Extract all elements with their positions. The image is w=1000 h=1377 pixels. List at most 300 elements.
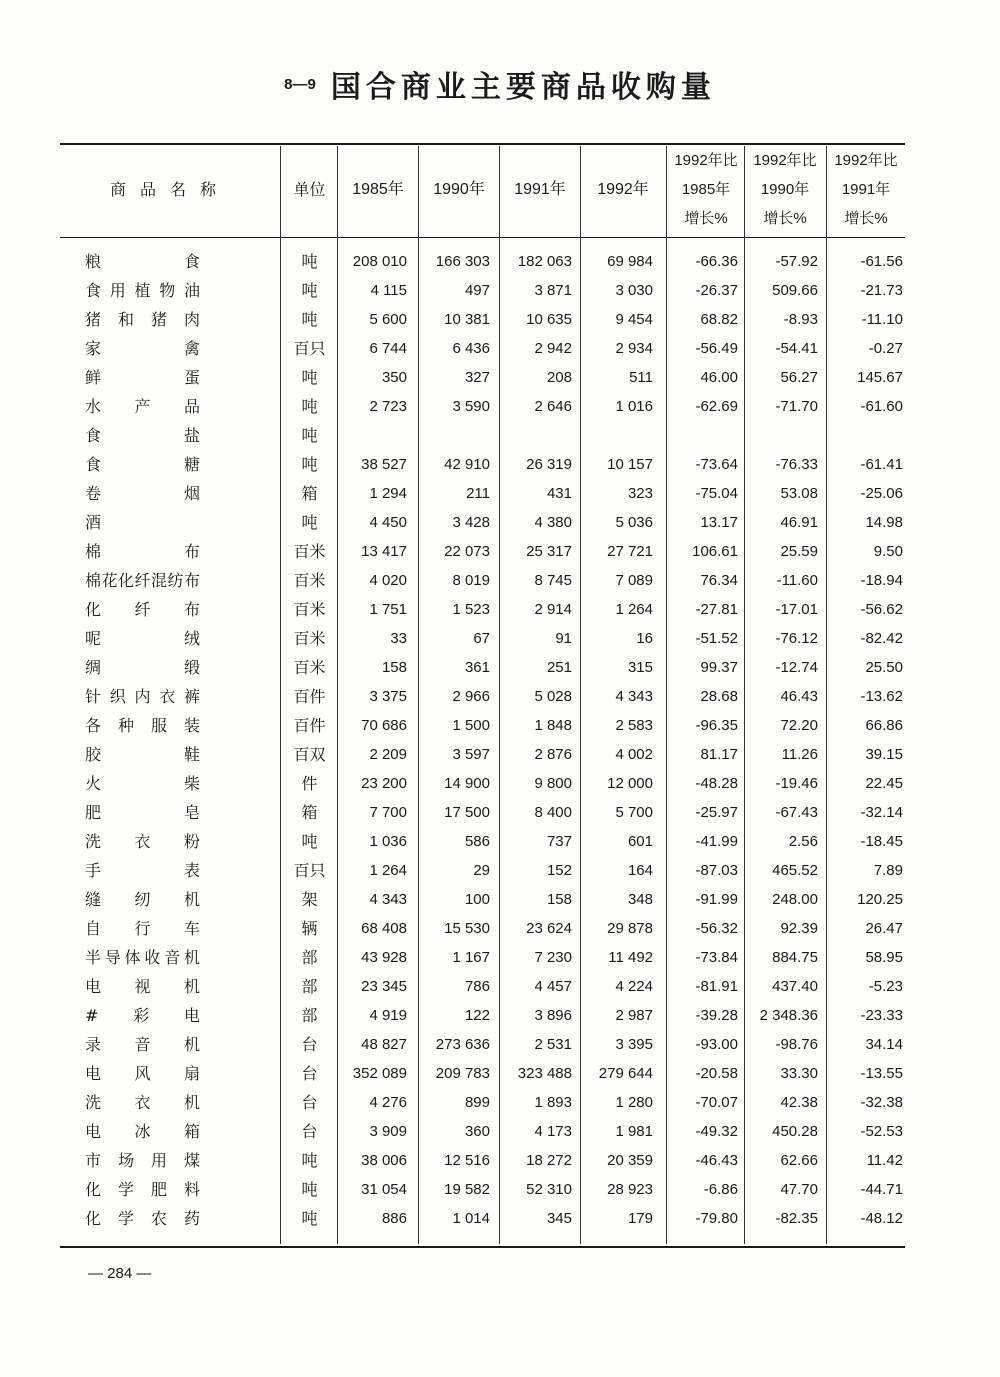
growth-cell: -73.64 [695, 456, 738, 473]
unit-cell: 吨 [301, 513, 318, 532]
commodity-name: 市场用煤 [85, 1151, 200, 1170]
volume-cell: 786 [464, 978, 490, 995]
volume-cell: 4 276 [369, 1094, 407, 1111]
table-row [60, 914, 905, 943]
growth-cell: 46.91 [780, 514, 818, 531]
volume-cell: 348 [627, 891, 653, 908]
table-row [60, 595, 905, 624]
table-row [60, 1146, 905, 1175]
table-row [60, 566, 905, 595]
volume-cell: 1 751 [369, 601, 407, 618]
volume-cell: 315 [627, 659, 653, 676]
unit-cell: 吨 [301, 281, 318, 300]
volume-cell: 209 783 [435, 1065, 490, 1082]
growth-cell: -8.93 [783, 311, 818, 328]
unit-cell: 百米 [293, 571, 326, 590]
unit-cell: 吨 [301, 368, 318, 387]
volume-cell: 431 [546, 485, 572, 502]
commodity-name: 猪和猪肉 [85, 310, 200, 329]
growth-cell: -70.07 [695, 1094, 738, 1111]
commodity-name: 粮食 [85, 252, 200, 271]
volume-cell: 69 984 [607, 253, 653, 270]
table-row [60, 450, 905, 479]
growth-cell: -25.06 [860, 485, 903, 502]
volume-cell: 3 428 [452, 514, 490, 531]
volume-cell: 273 636 [435, 1036, 490, 1053]
volume-cell: 7 089 [615, 572, 653, 589]
volume-cell: 1 523 [452, 601, 490, 618]
commodity-name: 火柴 [85, 774, 200, 793]
table-row [60, 1117, 905, 1146]
growth-cell: 42.38 [780, 1094, 818, 1111]
volume-cell: 91 [555, 630, 572, 647]
commodity-name: 手表 [85, 861, 200, 880]
volume-cell: 2 942 [534, 340, 572, 357]
commodity-name: 家禽 [85, 339, 200, 358]
growth-cell: 509.66 [772, 282, 818, 299]
commodity-name: 自行车 [85, 919, 200, 938]
volume-cell: 4 457 [534, 978, 572, 995]
table-row [60, 1088, 905, 1117]
growth-cell: -21.73 [860, 282, 903, 299]
growth-cell: -61.41 [860, 456, 903, 473]
volume-cell: 38 006 [361, 1152, 407, 1169]
growth-cell: -82.35 [775, 1210, 818, 1227]
volume-cell: 5 028 [534, 688, 572, 705]
volume-cell: 43 928 [361, 949, 407, 966]
volume-cell: 2 966 [452, 688, 490, 705]
growth-cell: -91.99 [695, 891, 738, 908]
table-row [60, 392, 905, 421]
volume-cell: 5 600 [369, 311, 407, 328]
header-year: 1992年 [597, 181, 649, 198]
table-row [60, 421, 905, 450]
unit-cell: 吨 [301, 310, 318, 329]
unit-cell: 百件 [293, 716, 326, 735]
growth-cell: -19.46 [775, 775, 818, 792]
volume-cell: 3 395 [615, 1036, 653, 1053]
commodity-name: 各种服装 [85, 716, 200, 735]
volume-cell: 208 010 [352, 253, 407, 270]
page-title [0, 62, 1000, 106]
unit-cell: 吨 [301, 1180, 318, 1199]
volume-cell: 48 827 [361, 1036, 407, 1053]
growth-cell: -18.94 [860, 572, 903, 589]
volume-cell: 360 [464, 1123, 490, 1140]
volume-cell: 497 [464, 282, 490, 299]
volume-cell: 8 019 [452, 572, 490, 589]
volume-cell: 29 878 [607, 920, 653, 937]
unit-cell: 百件 [293, 687, 326, 706]
growth-cell: 72.20 [780, 717, 818, 734]
growth-cell: 25.59 [780, 543, 818, 560]
unit-cell: 百米 [293, 629, 326, 648]
commodity-name: 卷烟 [85, 484, 200, 503]
header-comparison-line: 1991年 [841, 181, 891, 198]
table-row [60, 1059, 905, 1088]
volume-cell: 601 [627, 833, 653, 850]
volume-cell: 1 848 [534, 717, 572, 734]
growth-cell: -82.42 [860, 630, 903, 647]
volume-cell: 511 [629, 369, 653, 386]
volume-cell: 586 [464, 833, 490, 850]
commodity-name: 食糖 [85, 455, 200, 474]
unit-cell: 吨 [301, 455, 318, 474]
volume-cell: 3 590 [452, 398, 490, 415]
growth-cell: 9.50 [873, 543, 903, 560]
growth-cell: 2 348.36 [759, 1007, 818, 1024]
table-row [60, 653, 905, 682]
volume-cell: 13 417 [361, 543, 407, 560]
volume-cell: 3 896 [534, 1007, 572, 1024]
volume-cell: 2 531 [534, 1036, 572, 1053]
table-row [60, 1001, 905, 1030]
growth-cell: -25.97 [695, 804, 738, 821]
commodity-name: 针织内衣裤 [85, 687, 200, 706]
volume-cell: 4 224 [615, 978, 653, 995]
commodity-name: 化学肥料 [85, 1180, 200, 1199]
volume-cell: 352 089 [352, 1065, 407, 1082]
table-row [60, 943, 905, 972]
unit-cell: 部 [301, 1006, 318, 1025]
volume-cell: 100 [464, 891, 490, 908]
table-row [60, 479, 905, 508]
volume-cell: 737 [546, 833, 572, 850]
growth-cell: -61.60 [860, 398, 903, 415]
commodity-name: 食用植物油 [85, 281, 200, 300]
volume-cell: 27 721 [607, 543, 653, 560]
volume-cell: 12 516 [444, 1152, 490, 1169]
commodity-name: 化学农药 [85, 1209, 200, 1228]
growth-cell: 46.43 [780, 688, 818, 705]
growth-cell: -62.69 [695, 398, 738, 415]
volume-cell: 158 [381, 659, 407, 676]
header-comparison-line: 1985年 [681, 181, 731, 198]
volume-cell: 323 488 [517, 1065, 572, 1082]
unit-cell: 部 [301, 977, 318, 996]
growth-cell: -26.37 [695, 282, 738, 299]
table-row [60, 305, 905, 334]
growth-cell: 13.17 [700, 514, 738, 531]
growth-cell: -57.92 [775, 253, 818, 270]
header-comparison [666, 146, 746, 233]
volume-cell: 9 454 [615, 311, 653, 328]
growth-cell: -48.28 [695, 775, 738, 792]
volume-cell: 29 [473, 862, 490, 879]
growth-cell: -5.23 [868, 978, 903, 995]
volume-cell: 361 [464, 659, 490, 676]
volume-cell: 8 745 [534, 572, 572, 589]
growth-cell: 33.30 [780, 1065, 818, 1082]
commodity-name: 肥皂 [85, 803, 200, 822]
growth-cell: -23.33 [860, 1007, 903, 1024]
table-row [60, 1204, 905, 1233]
growth-cell: -98.76 [775, 1036, 818, 1053]
volume-cell: 2 876 [534, 746, 572, 763]
table-row [60, 885, 905, 914]
volume-cell: 208 [546, 369, 572, 386]
volume-cell: 6 744 [369, 340, 407, 357]
growth-cell: -48.12 [860, 1210, 903, 1227]
growth-cell: 39.15 [865, 746, 903, 763]
volume-cell: 31 054 [361, 1181, 407, 1198]
volume-cell: 2 646 [534, 398, 572, 415]
header-year: 1985年 [352, 181, 404, 198]
volume-cell: 152 [546, 862, 572, 879]
commodity-name: 棉花化纤混纺布 [85, 571, 200, 590]
header-year: 1991年 [514, 181, 566, 198]
growth-cell: 120.25 [857, 891, 903, 908]
volume-cell: 2 209 [369, 746, 407, 763]
commodity-name: 录音机 [85, 1035, 200, 1054]
growth-cell: -73.84 [695, 949, 738, 966]
growth-cell: -32.38 [860, 1094, 903, 1111]
commodity-name: 化纤布 [85, 600, 200, 619]
volume-cell: 4 173 [534, 1123, 572, 1140]
growth-cell: 465.52 [772, 862, 818, 879]
volume-cell: 323 [627, 485, 653, 502]
volume-cell: 4 380 [534, 514, 572, 531]
unit-cell: 台 [301, 1122, 318, 1141]
table-row [60, 682, 905, 711]
volume-cell: 33 [390, 630, 407, 647]
volume-cell: 1 264 [369, 862, 407, 879]
unit-cell: 百米 [293, 600, 326, 619]
table-row [60, 711, 905, 740]
volume-cell: 70 686 [361, 717, 407, 734]
volume-cell: 899 [464, 1094, 490, 1111]
volume-cell: 38 527 [361, 456, 407, 473]
unit-cell: 百米 [293, 658, 326, 677]
volume-cell: 1 036 [369, 833, 407, 850]
growth-cell: -51.52 [695, 630, 738, 647]
volume-cell: 1 264 [615, 601, 653, 618]
growth-cell: -13.55 [860, 1065, 903, 1082]
unit-cell: 辆 [301, 919, 318, 938]
growth-cell: -81.91 [695, 978, 738, 995]
header-rule [60, 237, 905, 238]
volume-cell: 67 [473, 630, 490, 647]
volume-cell: 1 893 [534, 1094, 572, 1111]
growth-cell: 2.56 [788, 833, 818, 850]
volume-cell: 345 [546, 1210, 572, 1227]
header-comparison-line: 增长% [684, 210, 728, 227]
volume-cell: 179 [627, 1210, 653, 1227]
volume-cell: 1 280 [615, 1094, 653, 1111]
unit-cell: 台 [301, 1093, 318, 1112]
growth-cell: 884.75 [772, 949, 818, 966]
volume-cell: 1 981 [615, 1123, 653, 1140]
volume-cell: 19 582 [444, 1181, 490, 1198]
header-name: 商品名称 [109, 180, 230, 199]
growth-cell: 53.08 [780, 485, 818, 502]
unit-cell: 吨 [301, 1209, 318, 1228]
page-number: — 284 — [88, 1265, 152, 1282]
table-row [60, 740, 905, 769]
unit-cell: 件 [301, 774, 318, 793]
commodity-name: 电视机 [85, 977, 200, 996]
growth-cell: 26.47 [865, 920, 903, 937]
growth-cell: -67.43 [775, 804, 818, 821]
volume-cell: 2 583 [615, 717, 653, 734]
commodity-name: 棉布 [85, 542, 200, 561]
growth-cell: 145.67 [857, 369, 903, 386]
volume-cell: 52 310 [526, 1181, 572, 1198]
volume-cell: 15 530 [444, 920, 490, 937]
table-row [60, 827, 905, 856]
volume-cell: 22 073 [444, 543, 490, 560]
growth-cell: 66.86 [865, 717, 903, 734]
volume-cell: 4 919 [369, 1007, 407, 1024]
commodity-name: #彩电 [85, 1006, 200, 1025]
unit-cell: 吨 [301, 252, 318, 271]
volume-cell: 7 700 [369, 804, 407, 821]
header-comparison-line: 1990年 [760, 181, 810, 198]
volume-cell: 4 450 [369, 514, 407, 531]
volume-cell: 3 375 [369, 688, 407, 705]
volume-cell: 1 500 [452, 717, 490, 734]
growth-cell: -52.53 [860, 1123, 903, 1140]
commodity-name: 食盐 [85, 426, 200, 445]
header-comparison-line: 1992年比 [753, 152, 817, 169]
growth-cell: -41.99 [695, 833, 738, 850]
table-row [60, 363, 905, 392]
commodity-name: 水产品 [85, 397, 200, 416]
growth-cell: 28.68 [700, 688, 738, 705]
top-rule [60, 143, 905, 145]
table-row [60, 1175, 905, 1204]
growth-cell: -39.28 [695, 1007, 738, 1024]
commodity-name: 电风扇 [85, 1064, 200, 1083]
volume-cell: 5 700 [615, 804, 653, 821]
growth-cell: -49.32 [695, 1123, 738, 1140]
volume-cell: 166 303 [435, 253, 490, 270]
growth-cell: 99.37 [700, 659, 738, 676]
growth-cell: 46.00 [700, 369, 738, 386]
unit-cell: 百米 [293, 542, 326, 561]
volume-cell: 158 [546, 891, 572, 908]
volume-cell: 4 002 [615, 746, 653, 763]
commodity-name: 缝纫机 [85, 890, 200, 909]
growth-cell: 68.82 [700, 311, 738, 328]
volume-cell: 2 723 [369, 398, 407, 415]
table-row [60, 624, 905, 653]
growth-cell: -66.36 [695, 253, 738, 270]
growth-cell: -79.80 [695, 1210, 738, 1227]
growth-cell: 437.40 [772, 978, 818, 995]
header-comparison [826, 146, 906, 233]
volume-cell: 9 800 [534, 775, 572, 792]
volume-cell: 14 900 [444, 775, 490, 792]
table-row [60, 334, 905, 363]
volume-cell: 3 597 [452, 746, 490, 763]
unit-cell: 吨 [301, 397, 318, 416]
growth-cell: -56.62 [860, 601, 903, 618]
volume-cell: 26 319 [526, 456, 572, 473]
unit-cell: 吨 [301, 832, 318, 851]
volume-cell: 182 063 [517, 253, 572, 270]
unit-cell: 部 [301, 948, 318, 967]
unit-cell: 箱 [301, 484, 318, 503]
volume-cell: 122 [464, 1007, 490, 1024]
growth-cell: -6.86 [703, 1181, 738, 1198]
commodity-name: 胶鞋 [85, 745, 200, 764]
unit-cell: 吨 [301, 426, 318, 445]
commodity-name: 洗衣机 [85, 1093, 200, 1112]
growth-cell: 81.17 [700, 746, 738, 763]
growth-cell: -0.27 [868, 340, 903, 357]
header-comparison-line: 增长% [844, 210, 888, 227]
volume-cell: 886 [381, 1210, 407, 1227]
volume-cell: 1 014 [452, 1210, 490, 1227]
growth-cell: -61.56 [860, 253, 903, 270]
growth-cell: -11.10 [861, 311, 903, 328]
volume-cell: 2 934 [615, 340, 653, 357]
growth-cell: 14.98 [865, 514, 903, 531]
growth-cell: 25.50 [865, 659, 903, 676]
growth-cell: -93.00 [695, 1036, 738, 1053]
volume-cell: 164 [627, 862, 653, 879]
growth-cell: -56.32 [695, 920, 738, 937]
table-row [60, 247, 905, 276]
commodity-name: 洗衣粉 [85, 832, 200, 851]
volume-cell: 12 000 [607, 775, 653, 792]
unit-cell: 百只 [293, 861, 326, 880]
table-row [60, 276, 905, 305]
volume-cell: 23 345 [361, 978, 407, 995]
growth-cell: -13.62 [860, 688, 903, 705]
unit-cell: 架 [301, 890, 318, 909]
header-comparison [745, 146, 825, 233]
growth-cell: -44.71 [860, 1181, 903, 1198]
growth-cell: -54.41 [775, 340, 818, 357]
table-row [60, 769, 905, 798]
header-year: 1990年 [433, 181, 485, 198]
volume-cell: 20 359 [607, 1152, 653, 1169]
volume-cell: 327 [464, 369, 490, 386]
growth-cell: -27.81 [695, 601, 738, 618]
unit-cell: 百只 [293, 339, 326, 358]
table-row [60, 798, 905, 827]
table-number: 8—9 [284, 75, 316, 93]
volume-cell: 10 381 [444, 311, 490, 328]
table-row [60, 508, 905, 537]
growth-cell: -56.49 [695, 340, 738, 357]
growth-cell: -11.60 [776, 572, 818, 589]
growth-cell: 7.89 [873, 862, 903, 879]
growth-cell: 92.39 [780, 920, 818, 937]
header-comparison-line: 增长% [763, 210, 807, 227]
growth-cell: -18.45 [860, 833, 903, 850]
growth-cell: 34.14 [865, 1036, 903, 1053]
table-row [60, 1030, 905, 1059]
growth-cell: 56.27 [780, 369, 818, 386]
growth-cell: -87.03 [695, 862, 738, 879]
volume-cell: 10 157 [607, 456, 653, 473]
commodity-name: 鲜蛋 [85, 368, 200, 387]
growth-cell: -12.74 [775, 659, 818, 676]
volume-cell: 23 200 [361, 775, 407, 792]
growth-cell: -20.58 [695, 1065, 738, 1082]
volume-cell: 28 923 [607, 1181, 653, 1198]
volume-cell: 4 020 [369, 572, 407, 589]
volume-cell: 17 500 [444, 804, 490, 821]
volume-cell: 4 343 [369, 891, 407, 908]
volume-cell: 3 871 [534, 282, 572, 299]
volume-cell: 25 317 [526, 543, 572, 560]
volume-cell: 2 914 [534, 601, 572, 618]
volume-cell: 279 644 [598, 1065, 653, 1082]
